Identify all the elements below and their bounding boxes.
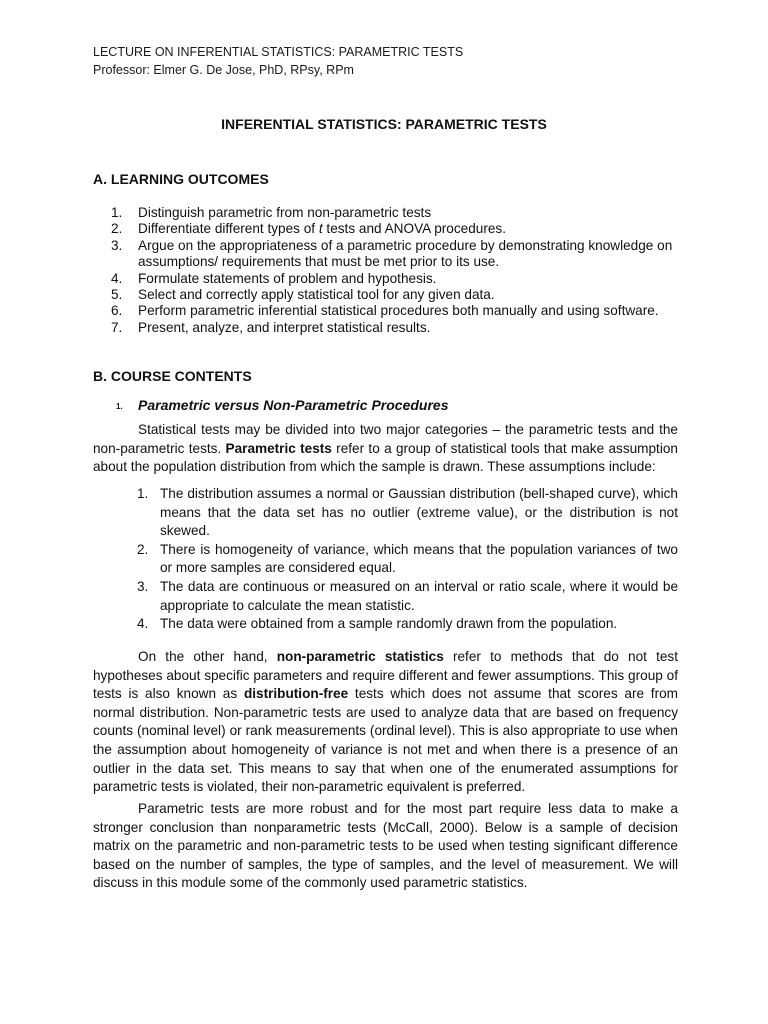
lecture-header: LECTURE ON INFERENTIAL STATISTICS: PARAMETRIC TESTS (93, 45, 464, 59)
term-non-parametric-statistics: non-parametric statistics (276, 649, 444, 664)
list-item: 4. Formulate statements of problem and hypothesis. (111, 270, 437, 286)
list-item: 1. The distribution assumes a normal or Gaussian distribution (bell-shaped curve), which means that the data set has no outlier (extreme value), or the distribution is not skewed. (137, 486, 678, 539)
paragraph-robustness: Parametric tests are more robust and for the most part require less data to make a stronger conclusion than nonparametric tests (McCall, 2000). Below is a sample of decision matrix on the parametric and non-parametric tests to be used when testing significant difference based on the number of samples, the type of samples, and the level of measurement. We will discuss in this module some of the commonly used parametric statistics. (93, 801, 678, 891)
term-parametric-tests: Parametric tests (225, 440, 332, 456)
subsection-number: 1. (116, 401, 123, 411)
list-item: 5. Select and correctly apply statistical tool for any given data. (111, 287, 495, 303)
professor-line: Professor: Elmer G. De Jose, PhD, RPsy, RPm (93, 63, 354, 77)
paragraph-parametric-intro: Statistical tests may be divided into two major categories – the parametric tests and the non-parametric tests. Parametric tests refer to a group of statistical tools that make assumption about the population distribution from which the sample is drawn. These assumptions include: (93, 422, 678, 475)
term-distribution-free: distribution-free (243, 686, 349, 702)
list-item: 2. Differentiate different types of t tests and ANOVA procedures. (111, 221, 507, 237)
subsection-heading (116, 397, 448, 413)
list-item: 6. Perform parametric inferential statistical procedures both manually and using software. (111, 303, 659, 319)
list-item: 3. Argue on the appropriateness of a parametric procedure by demonstrating knowledge on assumptions/ requirements that must be met prior to its use. (111, 237, 673, 270)
list-item: 1. Distinguish parametric from non-parametric tests (111, 205, 432, 220)
section-b-heading: B. COURSE CONTENTS (93, 368, 252, 384)
section-a-heading: A. LEARNING OUTCOMES (93, 171, 269, 187)
document-title: INFERENTIAL STATISTICS: PARAMETRIC TESTS (221, 116, 547, 132)
list-item: 2. There is homogeneity of variance, which means that the population variances of two or more samples are considered equal. (137, 541, 678, 576)
assumptions-list (137, 485, 678, 634)
subsection-title: Parametric versus Non-Parametric Procedures (138, 397, 449, 413)
paragraph-non-parametric: On the other hand, non-parametric statistics refer to methods that do not test hypotheses about specific parameters and require different and fewer assumptions. This group of tests is also known as distribution-free tests which does not assume that scores are from normal distribution. Non-parametric tests are used to analyze data that are based on frequency counts (nominal level) or rank measurements (ordinal level). This is also appropriate to use when the assumption about homogeneity of variance is not met and when there is a presence of an outlier in the data set. This means to say that when one of the enumerated assumptions for parametric tests is violated, their non-parametric equivalent is preferred. (93, 649, 678, 795)
list-item: 3. The data are continuous or measured on an interval or ratio scale, where it would be appropriate to calculate the mean statistic. (137, 578, 678, 613)
learning-outcomes-list (93, 205, 683, 336)
list-item: 4. The data were obtained from a sample randomly drawn from the population. (137, 616, 618, 632)
list-item: 7. Present, analyze, and interpret statistical results. (111, 319, 431, 335)
